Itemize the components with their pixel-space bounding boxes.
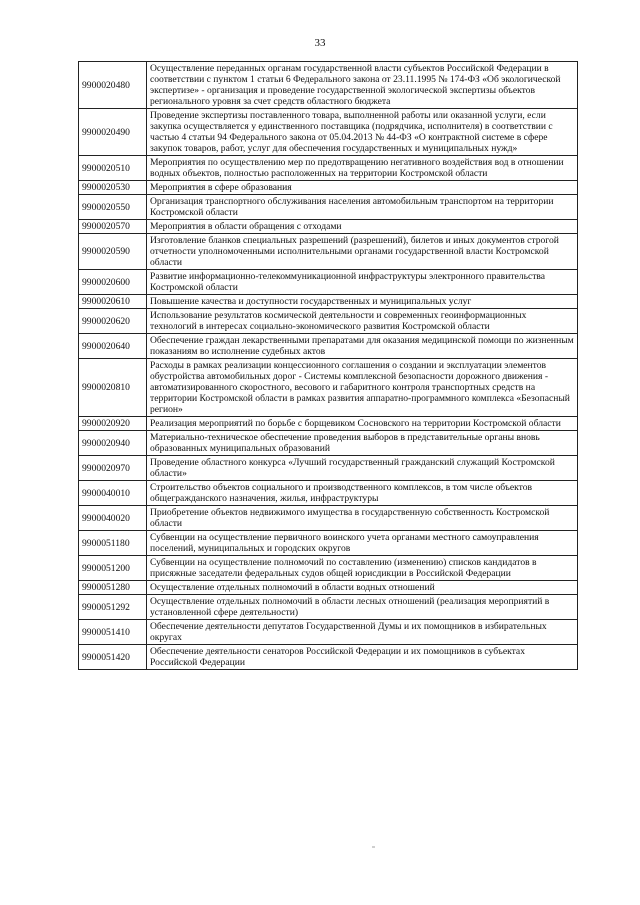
row-code: 9900020510 — [79, 156, 147, 181]
table-row — [79, 417, 578, 431]
row-code: 9900051292 — [79, 595, 147, 620]
row-code: 9900051180 — [79, 531, 147, 556]
table-row — [79, 62, 578, 109]
table-row — [79, 309, 578, 334]
row-description: Осуществление отдельных полномочий в области лесных отношений (реализация мероприятий в установленной сфере деятельности) — [147, 595, 578, 620]
row-code: 9900020970 — [79, 456, 147, 481]
page-number: 33 — [314, 37, 326, 49]
table-row — [79, 556, 578, 581]
row-code: 9900040010 — [79, 481, 147, 506]
row-description: Мероприятия в сфере образования — [147, 181, 578, 195]
table-row — [79, 645, 578, 670]
row-description: Осуществление переданных органам государственной власти субъектов Российской Федерации в соответствии с пунктом 1 статьи 6 Федерального закона от 23.11.1995 № 174-ФЗ «Об экологической экспертизе» - организация и проведение государственной экологической экспертизы объектов регионального уровня за счет средств областного бюджета — [147, 62, 578, 109]
row-code: 9900051280 — [79, 581, 147, 595]
row-description: Организация транспортного обслуживания населения автомобильным транспортом на территории Костромской области — [147, 195, 578, 220]
row-code: 9900051420 — [79, 645, 147, 670]
table-row — [79, 581, 578, 595]
row-description: Использование результатов космической деятельности и современных геоинформационных технологий в интересах социально-экономического развития Костромской области — [147, 309, 578, 334]
table-row — [79, 295, 578, 309]
table-body — [79, 62, 578, 670]
row-description: Реализация мероприятий по борьбе с борщевиком Сосновского на территории Костромской области — [147, 417, 578, 431]
row-code: 9900020940 — [79, 431, 147, 456]
table-row — [79, 270, 578, 295]
scan-speck — [372, 846, 375, 848]
row-description: Субвенции на осуществление первичного воинского учета органами местного самоуправления поселений, муниципальных и городских округов — [147, 531, 578, 556]
row-description: Мероприятия в области обращения с отходами — [147, 220, 578, 234]
row-code: 9900020570 — [79, 220, 147, 234]
table-row — [79, 195, 578, 220]
row-description: Субвенции на осуществление полномочий по составлению (изменению) списков кандидатов в присяжные заседатели федеральных судов общей юрисдикции в Российской Федерации — [147, 556, 578, 581]
row-description: Приобретение объектов недвижимого имущества в государственную собственность Костромской области — [147, 506, 578, 531]
row-code: 9900020610 — [79, 295, 147, 309]
row-code: 9900020550 — [79, 195, 147, 220]
row-code: 9900040020 — [79, 506, 147, 531]
row-code: 9900020590 — [79, 234, 147, 270]
row-code: 9900051410 — [79, 620, 147, 645]
row-description: Строительство объектов социального и производственного комплексов, в том числе объектов общегражданского назначения, жилья, инфраструктуры — [147, 481, 578, 506]
row-description: Изготовление бланков специальных разрешений (разрешений), билетов и иных документов строгой отчетности уполномоченными исполнительными органами государственной власти Костромской области — [147, 234, 578, 270]
row-description: Повышение качества и доступности государственных и муниципальных услуг — [147, 295, 578, 309]
table-row — [79, 234, 578, 270]
table-row — [79, 531, 578, 556]
table-row — [79, 506, 578, 531]
table-row — [79, 220, 578, 234]
table-row — [79, 109, 578, 156]
row-description: Проведение экспертизы поставленного товара, выполненной работы или оказанной услуги, если закупка осуществляется у единственного поставщика (подрядчика, исполнителя) в соответствии с частью 4 статьи 94 Федерального закона от 05.04.2013 № 44-ФЗ «О контрактной системе в сфере закупок товаров, работ, услуг для обеспечения государственных и муниципальных нужд» — [147, 109, 578, 156]
row-description: Расходы в рамках реализации концессионного соглашения о создании и эксплуатации элементов обустройства автомобильных дорог - Системы комплексной безопасности дорожного движения - автоматизированного скоростного, весового и габаритного контроля транспортных средств на территории Костромской области в рамках развития аппаратно-программного комплекса «Безопасный регион» — [147, 359, 578, 417]
table-row — [79, 334, 578, 359]
table-row — [79, 456, 578, 481]
row-code: 9900020530 — [79, 181, 147, 195]
table-row — [79, 595, 578, 620]
row-code: 9900020490 — [79, 109, 147, 156]
row-description: Обеспечение деятельности депутатов Государственной Думы и их помощников в избирательных округах — [147, 620, 578, 645]
budget-codes-table — [78, 61, 578, 670]
row-description: Обеспечение граждан лекарственными препаратами для оказания медицинской помощи по жизненным показаниям во исполнение судебных актов — [147, 334, 578, 359]
row-description: Мероприятия по осуществлению мер по предотвращению негативного воздействия вод в отношении водных объектов, полностью расположенных на территории Костромской области — [147, 156, 578, 181]
table-row — [79, 359, 578, 417]
row-code: 9900020810 — [79, 359, 147, 417]
row-code: 9900020480 — [79, 62, 147, 109]
table-row — [79, 431, 578, 456]
table-row — [79, 620, 578, 645]
row-description: Проведение областного конкурса «Лучший государственный гражданский служащий Костромской области» — [147, 456, 578, 481]
row-code: 9900020600 — [79, 270, 147, 295]
row-code: 9900020640 — [79, 334, 147, 359]
row-code: 9900051200 — [79, 556, 147, 581]
row-code: 9900020620 — [79, 309, 147, 334]
row-description: Материально-техническое обеспечение проведения выборов в представительные органы вновь образованных муниципальных образований — [147, 431, 578, 456]
table-row — [79, 156, 578, 181]
row-description: Осуществление отдельных полномочий в области водных отношений — [147, 581, 578, 595]
table-row — [79, 181, 578, 195]
row-code: 9900020920 — [79, 417, 147, 431]
row-description: Развитие информационно-телекоммуникационной инфраструктуры электронного правительства Костромской области — [147, 270, 578, 295]
table-row — [79, 481, 578, 506]
row-description: Обеспечение деятельности сенаторов Российской Федерации и их помощников в субъектах Российской Федерации — [147, 645, 578, 670]
